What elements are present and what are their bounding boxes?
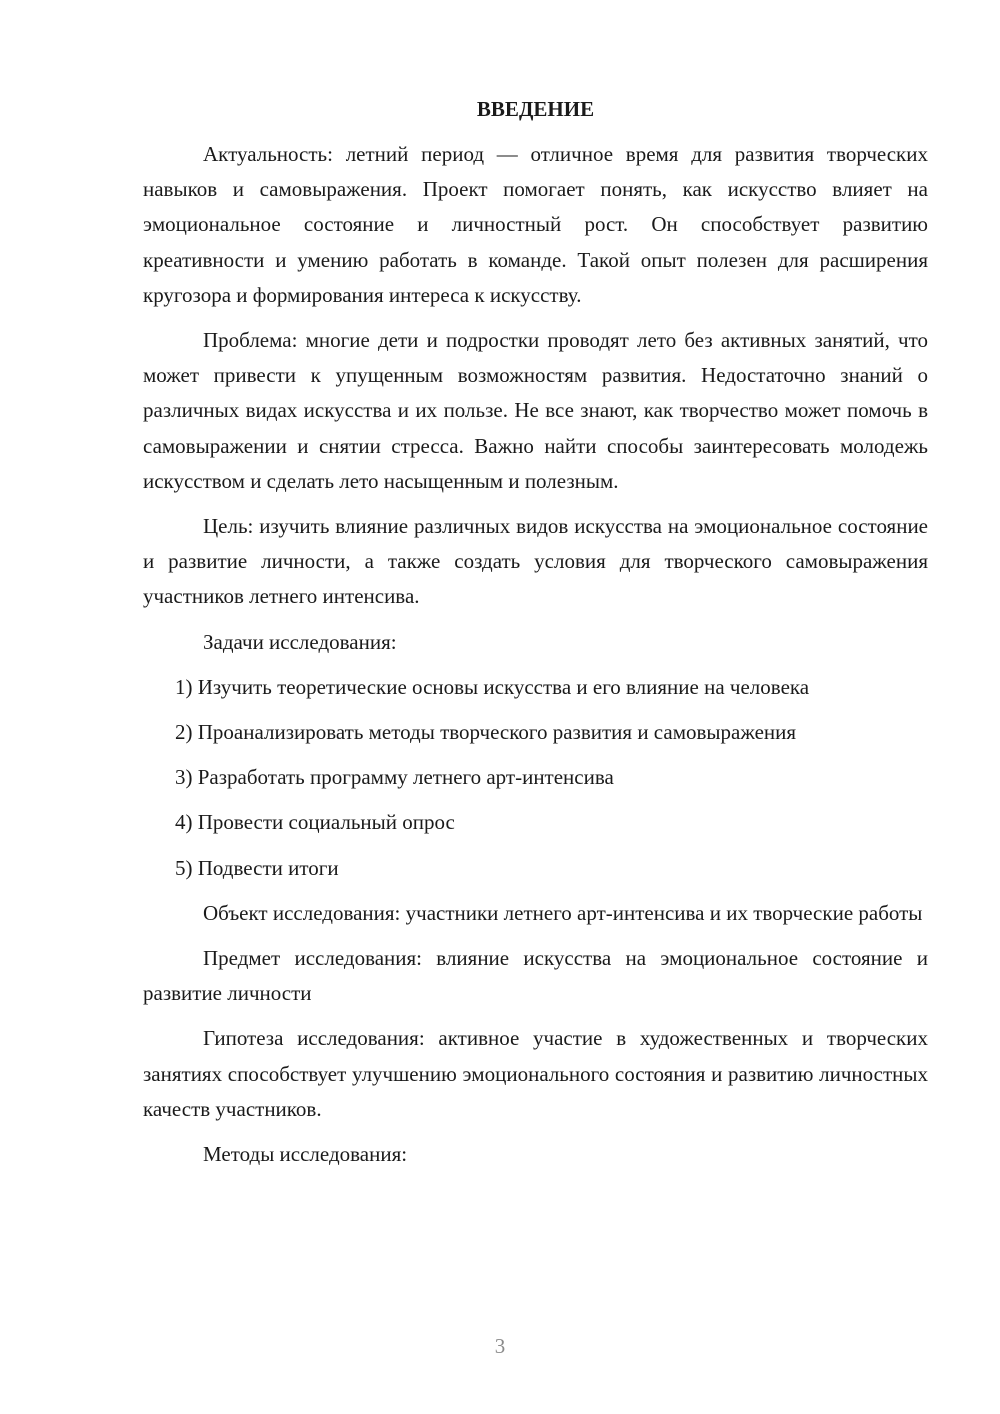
list-item: 4) Провести социальный опрос	[175, 810, 455, 835]
list-item: 2) Проанализировать методы творческого развития и самовыражения	[175, 720, 797, 745]
object-paragraph: Объект исследования: участники летнего арт-интенсива и их творческие работы	[203, 900, 923, 925]
page-number: 3	[494, 1334, 506, 1358]
tasks-list	[143, 670, 928, 886]
document-page	[143, 92, 928, 1182]
relevance-paragraph: Актуальность: летний период — отличное время для развития творческих навыков и самовыражения. Проект помогает понять, как искусство влияет на эмоциональное состояние и личностный рост. Он способствует развитию креативности и умению работать в команде. Такой опыт полезен для расширения кругозора и формирования интереса к искусству.	[143, 142, 928, 307]
methods-heading: Методы исследования:	[203, 1142, 408, 1167]
subject-paragraph: Предмет исследования: влияние искусства на эмоциональное состояние и развитие личности	[143, 946, 928, 1006]
list-item: 3) Разработать программу летнего арт-интенсива	[175, 765, 614, 790]
page-title: ВВЕДЕНИЕ	[476, 97, 595, 121]
tasks-heading: Задачи исследования:	[203, 629, 397, 654]
hypothesis-paragraph: Гипотеза исследования: активное участие в художественных и творческих занятиях способствует улучшению эмоционального состояния и развитию личностных качеств участников.	[143, 1026, 928, 1121]
problem-paragraph: Проблема: многие дети и подростки проводят лето без активных занятий, что может привести к упущенным возможностям развития. Недостаточно знаний о различных видах искусства и их пользе. Не все знают, как творчество может помочь в самовыражении и снятии стресса. Важно найти способы заинтересовать молодежь искусством и сделать лето насыщенным и полезным.	[143, 328, 928, 493]
list-item: 5) Подвести итоги	[175, 855, 339, 880]
list-item: 1) Изучить теоретические основы искусства и его влияние на человека	[175, 674, 810, 699]
goal-paragraph: Цель: изучить влияние различных видов искусства на эмоциональное состояние и развитие личности, а также создать условия для творческого самовыражения участников летнего интенсива.	[143, 514, 928, 609]
